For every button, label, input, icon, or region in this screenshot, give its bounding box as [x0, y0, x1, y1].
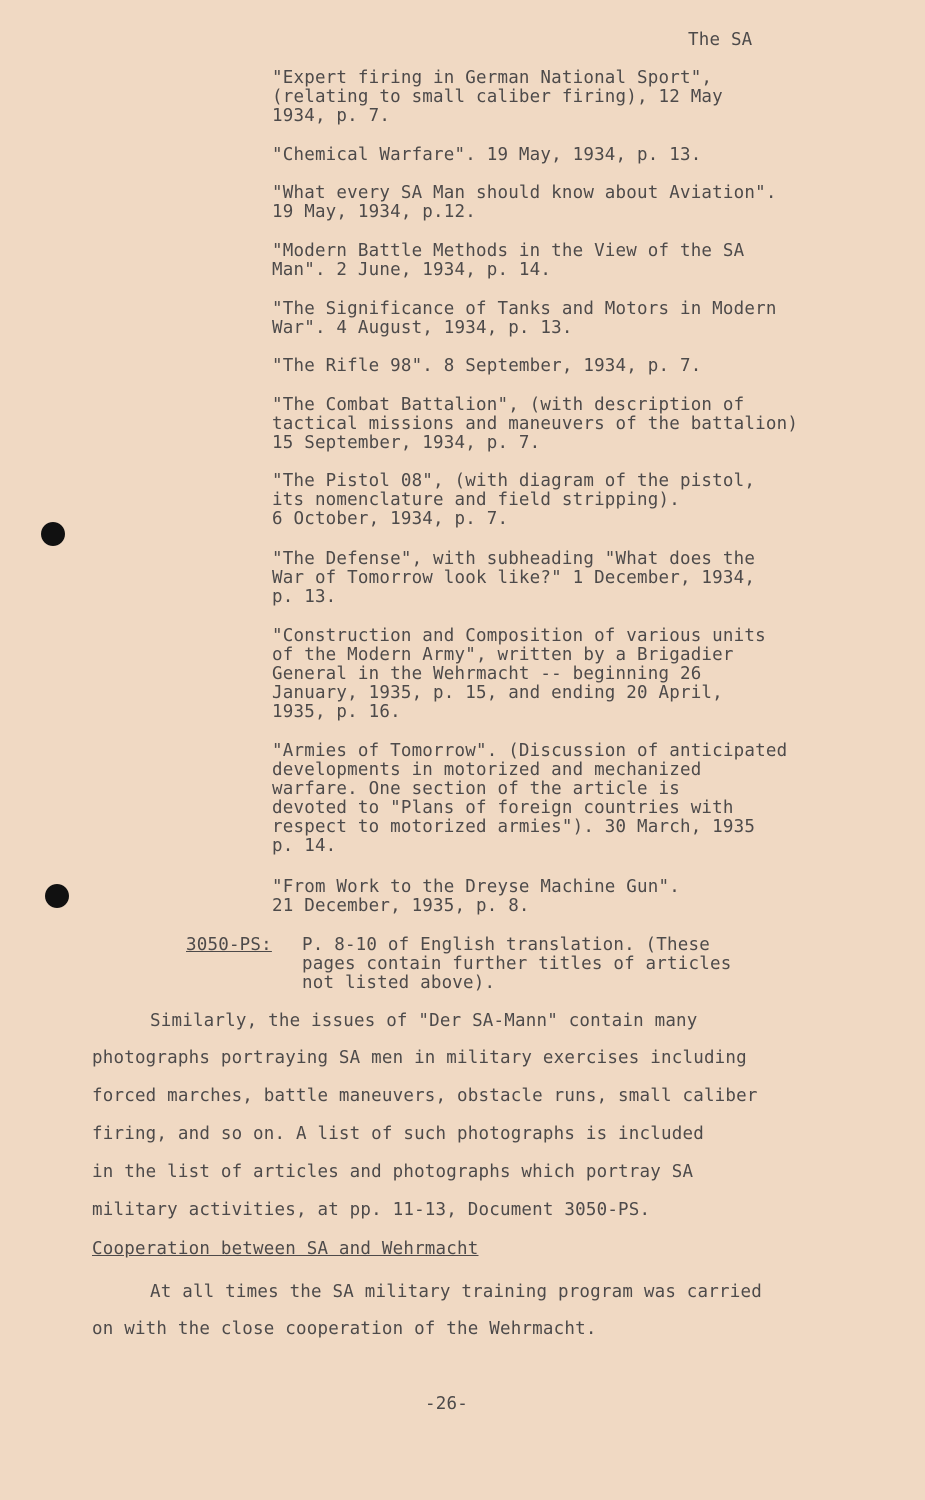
article-entry: "What every SA Man should know about Aviation". 19 May, 1934, p.12. — [272, 183, 777, 222]
article-entry: "Construction and Composition of various units of the Modern Army", written by a Brigadier General in the Wehrmacht -- beginning 26 January, 1935, p. 15, and ending 20 April, 1935, p. 16. — [272, 626, 766, 722]
page-header: The SA — [688, 30, 753, 50]
document-reference-text: P. 8-10 of English translation. (These pages contain further titles of articles not listed above). — [302, 935, 732, 993]
article-entry: "From Work to the Dreyse Machine Gun". 21 December, 1935, p. 8. — [272, 877, 680, 916]
article-entry: "The Rifle 98". 8 September, 1934, p. 7. — [272, 356, 702, 376]
paragraph-first-line: Similarly, the issues of "Der SA-Mann" contain many — [150, 1011, 698, 1031]
article-entry: "Modern Battle Methods in the View of the SA Man". 2 June, 1934, p. 14. — [272, 241, 745, 280]
article-entry: "The Significance of Tanks and Motors in Modern War". 4 August, 1934, p. 13. — [272, 299, 777, 338]
article-entry: "Expert firing in German National Sport", (relating to small caliber firing), 12 May 1934, p. 7. — [272, 68, 723, 126]
paragraph-body: on with the close cooperation of the Wehrmacht. — [92, 1319, 597, 1339]
article-entry: "The Defense", with subheading "What does the War of Tomorrow look like?" 1 December, 1934, p. 13. — [272, 549, 756, 607]
paragraph-body: photographs portraying SA men in military exercises including forced marches, battle maneuvers, obstacle runs, small caliber firing, and so on. A list of such photographs is included in the list of articles and photographs which portray SA military activities, at pp. 11-13, Document 3050-PS. — [92, 1048, 758, 1220]
page-number: -26- — [425, 1394, 468, 1414]
article-entry: "The Pistol 08", (with diagram of the pistol, its nomenclature and field stripping). 6 October, 1934, p. 7. — [272, 471, 756, 529]
document-reference-label: 3050-PS: — [186, 935, 272, 955]
punch-hole-top — [41, 522, 65, 546]
punch-hole-bottom — [45, 884, 69, 908]
paragraph-first-line: At all times the SA military training program was carried — [150, 1282, 762, 1302]
article-entry: "Chemical Warfare". 19 May, 1934, p. 13. — [272, 145, 702, 165]
article-entry: "Armies of Tomorrow". (Discussion of anticipated developments in motorized and mechanized warfare. One section of the article is devoted to "Plans of foreign countries with respect to motorized armies"). 30 March, 1935 p. 14. — [272, 741, 788, 856]
article-entry: "The Combat Battalion", (with description of tactical missions and maneuvers of the battalion) 15 September, 1934, p. 7. — [272, 395, 799, 453]
section-heading: Cooperation between SA and Wehrmacht — [92, 1239, 479, 1259]
